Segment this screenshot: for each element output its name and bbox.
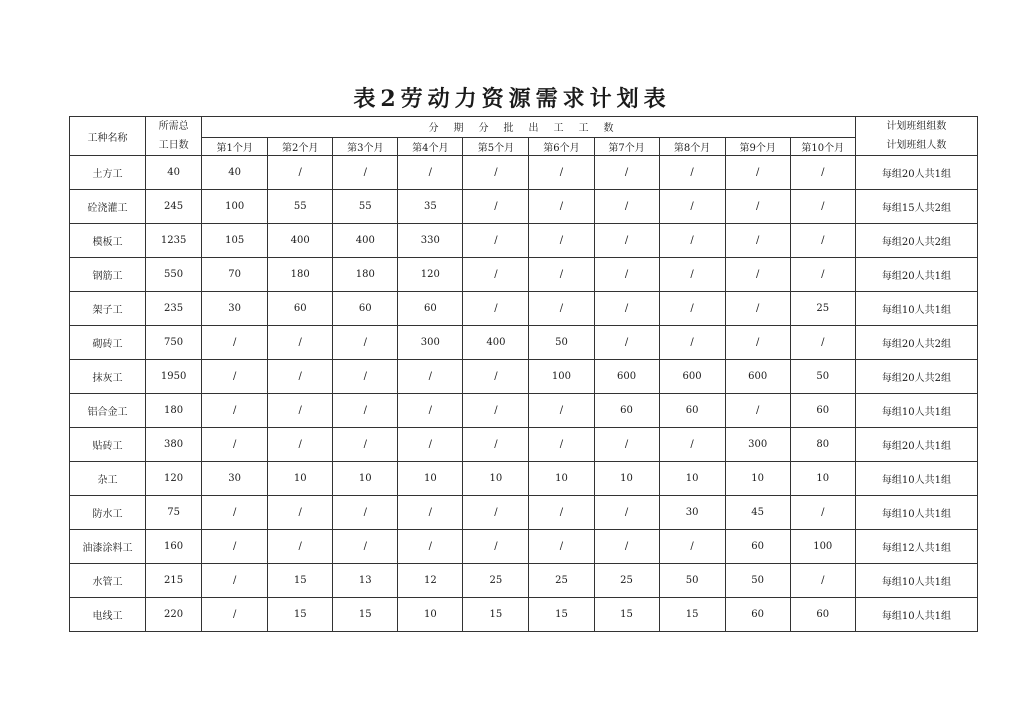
cell-month-8: 60 <box>659 394 725 428</box>
cell-trade: 架子工 <box>70 292 146 326</box>
cell-month-8: / <box>659 326 725 360</box>
cell-total-days: 75 <box>146 496 202 530</box>
cell-month-5: / <box>463 190 529 224</box>
cell-trade: 水管工 <box>70 564 146 598</box>
cell-total-days: 180 <box>146 394 202 428</box>
cell-total-days: 550 <box>146 258 202 292</box>
cell-month-4: / <box>398 428 463 462</box>
header-total-days <box>146 117 202 156</box>
cell-month-1: / <box>202 530 268 564</box>
cell-month-6: / <box>529 292 594 326</box>
cell-month-4: 330 <box>398 224 463 258</box>
cell-month-5: / <box>463 224 529 258</box>
cell-team: 每组10人共1组 <box>855 462 977 496</box>
cell-month-4: 120 <box>398 258 463 292</box>
cell-month-3: / <box>333 530 398 564</box>
cell-total-days: 160 <box>146 530 202 564</box>
cell-month-9: / <box>725 292 790 326</box>
cell-month-9: 50 <box>725 564 790 598</box>
cell-month-8: / <box>659 258 725 292</box>
cell-team: 每组20人共1组 <box>855 258 977 292</box>
cell-month-7: / <box>594 156 659 190</box>
cell-month-1: 40 <box>202 156 268 190</box>
table-row <box>70 428 978 462</box>
cell-total-days: 380 <box>146 428 202 462</box>
table-row <box>70 496 978 530</box>
cell-month-10: / <box>790 496 855 530</box>
cell-month-2: 55 <box>268 190 333 224</box>
cell-month-10: / <box>790 564 855 598</box>
labor-plan-table <box>69 116 978 632</box>
cell-month-4: 10 <box>398 462 463 496</box>
cell-month-7: / <box>594 428 659 462</box>
cell-month-7: 600 <box>594 360 659 394</box>
cell-team: 每组20人共1组 <box>855 428 977 462</box>
cell-month-3: / <box>333 496 398 530</box>
header-total-line2: 工日数 <box>158 140 189 151</box>
cell-month-1: 100 <box>202 190 268 224</box>
cell-month-2: 400 <box>268 224 333 258</box>
cell-month-7: 10 <box>594 462 659 496</box>
cell-month-9: 300 <box>725 428 790 462</box>
cell-month-6: / <box>529 224 594 258</box>
cell-month-10: 100 <box>790 530 855 564</box>
cell-total-days: 245 <box>146 190 202 224</box>
cell-month-4: 60 <box>398 292 463 326</box>
cell-month-9: / <box>725 190 790 224</box>
cell-month-1: 105 <box>202 224 268 258</box>
cell-month-1: / <box>202 564 268 598</box>
cell-month-3: 13 <box>333 564 398 598</box>
cell-month-8: 600 <box>659 360 725 394</box>
cell-month-6: 50 <box>529 326 594 360</box>
cell-month-8: / <box>659 292 725 326</box>
cell-team: 每组20人共2组 <box>855 326 977 360</box>
cell-month-6: / <box>529 190 594 224</box>
cell-month-1: / <box>202 360 268 394</box>
cell-month-4: 35 <box>398 190 463 224</box>
header-row-months <box>70 137 978 155</box>
cell-month-7: / <box>594 530 659 564</box>
cell-trade: 抹灰工 <box>70 360 146 394</box>
cell-month-1: 30 <box>202 292 268 326</box>
cell-month-2: / <box>268 428 333 462</box>
cell-month-8: 50 <box>659 564 725 598</box>
table-row <box>70 564 978 598</box>
cell-month-4: / <box>398 394 463 428</box>
cell-month-7: / <box>594 496 659 530</box>
cell-month-7: / <box>594 326 659 360</box>
table-row <box>70 360 978 394</box>
cell-month-6: / <box>529 530 594 564</box>
cell-month-2: 60 <box>268 292 333 326</box>
cell-month-8: / <box>659 530 725 564</box>
cell-month-10: / <box>790 326 855 360</box>
cell-total-days: 750 <box>146 326 202 360</box>
cell-team: 每组10人共1组 <box>855 496 977 530</box>
cell-month-9: / <box>725 326 790 360</box>
cell-month-6: / <box>529 496 594 530</box>
table-row <box>70 292 978 326</box>
cell-month-1: / <box>202 394 268 428</box>
cell-month-6: 15 <box>529 598 594 632</box>
cell-month-4: 300 <box>398 326 463 360</box>
cell-month-3: / <box>333 394 398 428</box>
header-month-9: 第9个月 <box>725 137 790 155</box>
cell-month-9: 10 <box>725 462 790 496</box>
cell-month-4: / <box>398 156 463 190</box>
cell-month-3: / <box>333 428 398 462</box>
cell-month-8: / <box>659 190 725 224</box>
cell-month-3: 400 <box>333 224 398 258</box>
cell-month-1: / <box>202 598 268 632</box>
cell-month-7: 15 <box>594 598 659 632</box>
cell-team: 每组10人共1组 <box>855 598 977 632</box>
cell-total-days: 1950 <box>146 360 202 394</box>
cell-month-7: 25 <box>594 564 659 598</box>
cell-month-10: 50 <box>790 360 855 394</box>
cell-team: 每组20人共2组 <box>855 224 977 258</box>
cell-trade: 钢筋工 <box>70 258 146 292</box>
cell-total-days: 120 <box>146 462 202 496</box>
cell-month-6: / <box>529 428 594 462</box>
header-month-6: 第6个月 <box>529 137 594 155</box>
cell-team: 每组20人共2组 <box>855 360 977 394</box>
cell-trade: 模板工 <box>70 224 146 258</box>
cell-month-2: 10 <box>268 462 333 496</box>
table-row <box>70 598 978 632</box>
cell-month-1: / <box>202 496 268 530</box>
cell-month-8: / <box>659 156 725 190</box>
cell-trade: 油漆涂料工 <box>70 530 146 564</box>
cell-month-1: 70 <box>202 258 268 292</box>
cell-month-2: 180 <box>268 258 333 292</box>
cell-total-days: 220 <box>146 598 202 632</box>
cell-month-9: 60 <box>725 598 790 632</box>
cell-team: 每组20人共1组 <box>855 156 977 190</box>
cell-month-6: 25 <box>529 564 594 598</box>
cell-month-10: 60 <box>790 598 855 632</box>
cell-month-2: 15 <box>268 598 333 632</box>
cell-month-9: / <box>725 224 790 258</box>
header-month-5: 第5个月 <box>463 137 529 155</box>
cell-month-6: 100 <box>529 360 594 394</box>
cell-month-3: 60 <box>333 292 398 326</box>
table-body <box>70 156 978 632</box>
cell-month-4: / <box>398 530 463 564</box>
cell-month-6: / <box>529 258 594 292</box>
cell-month-2: 15 <box>268 564 333 598</box>
cell-month-9: 60 <box>725 530 790 564</box>
header-month-3: 第3个月 <box>333 137 398 155</box>
table-row <box>70 224 978 258</box>
cell-total-days: 1235 <box>146 224 202 258</box>
cell-team: 每组10人共1组 <box>855 564 977 598</box>
cell-month-1: 30 <box>202 462 268 496</box>
cell-month-5: 10 <box>463 462 529 496</box>
cell-month-10: 10 <box>790 462 855 496</box>
cell-month-5: 15 <box>463 598 529 632</box>
cell-trade: 防水工 <box>70 496 146 530</box>
cell-month-5: / <box>463 496 529 530</box>
header-month-7: 第7个月 <box>594 137 659 155</box>
table-row <box>70 326 978 360</box>
cell-month-4: / <box>398 496 463 530</box>
cell-month-8: / <box>659 224 725 258</box>
cell-team: 每组12人共1组 <box>855 530 977 564</box>
cell-month-2: / <box>268 360 333 394</box>
cell-month-4: / <box>398 360 463 394</box>
cell-month-10: / <box>790 224 855 258</box>
cell-month-9: / <box>725 394 790 428</box>
cell-month-9: 45 <box>725 496 790 530</box>
cell-month-4: 12 <box>398 564 463 598</box>
cell-month-7: / <box>594 292 659 326</box>
cell-month-8: / <box>659 428 725 462</box>
table-row <box>70 394 978 428</box>
cell-month-5: / <box>463 258 529 292</box>
cell-month-8: 30 <box>659 496 725 530</box>
cell-month-3: 55 <box>333 190 398 224</box>
cell-month-7: / <box>594 224 659 258</box>
cell-trade: 铝合金工 <box>70 394 146 428</box>
cell-month-9: / <box>725 258 790 292</box>
cell-month-3: 15 <box>333 598 398 632</box>
cell-month-2: / <box>268 156 333 190</box>
cell-team: 每组10人共1组 <box>855 394 977 428</box>
header-month-2: 第2个月 <box>268 137 333 155</box>
cell-month-8: 10 <box>659 462 725 496</box>
cell-trade: 砌砖工 <box>70 326 146 360</box>
cell-month-10: / <box>790 190 855 224</box>
cell-month-7: / <box>594 190 659 224</box>
cell-month-2: / <box>268 496 333 530</box>
cell-month-7: / <box>594 258 659 292</box>
cell-month-5: / <box>463 360 529 394</box>
cell-month-5: / <box>463 292 529 326</box>
header-row-top <box>70 117 978 138</box>
cell-team: 每组15人共2组 <box>855 190 977 224</box>
cell-month-5: / <box>463 394 529 428</box>
cell-month-1: / <box>202 326 268 360</box>
cell-month-2: / <box>268 530 333 564</box>
cell-month-2: / <box>268 394 333 428</box>
cell-total-days: 215 <box>146 564 202 598</box>
cell-month-3: / <box>333 156 398 190</box>
cell-month-10: 25 <box>790 292 855 326</box>
cell-team: 每组10人共1组 <box>855 292 977 326</box>
cell-month-5: / <box>463 428 529 462</box>
header-total-line1: 所需总 <box>158 121 189 132</box>
cell-month-9: / <box>725 156 790 190</box>
header-month-8: 第8个月 <box>659 137 725 155</box>
header-trade: 工种名称 <box>70 117 146 156</box>
cell-trade: 砼浇灌工 <box>70 190 146 224</box>
cell-month-3: 10 <box>333 462 398 496</box>
cell-month-2: / <box>268 326 333 360</box>
cell-month-5: / <box>463 156 529 190</box>
cell-month-3: 180 <box>333 258 398 292</box>
table-row <box>70 530 978 564</box>
cell-month-6: / <box>529 156 594 190</box>
header-month-4: 第4个月 <box>398 137 463 155</box>
header-periods-group: 分期分批出工工数 <box>202 117 856 138</box>
header-month-1: 第1个月 <box>202 137 268 155</box>
table-row <box>70 190 978 224</box>
cell-month-7: 60 <box>594 394 659 428</box>
cell-total-days: 235 <box>146 292 202 326</box>
cell-month-10: 60 <box>790 394 855 428</box>
header-team <box>855 117 977 156</box>
table-row <box>70 156 978 190</box>
cell-month-5: 25 <box>463 564 529 598</box>
cell-month-9: 600 <box>725 360 790 394</box>
cell-trade: 土方工 <box>70 156 146 190</box>
cell-month-8: 15 <box>659 598 725 632</box>
cell-trade: 电线工 <box>70 598 146 632</box>
header-month-10: 第10个月 <box>790 137 855 155</box>
cell-trade: 贴砖工 <box>70 428 146 462</box>
cell-month-3: / <box>333 326 398 360</box>
cell-month-10: / <box>790 258 855 292</box>
cell-month-10: 80 <box>790 428 855 462</box>
cell-month-5: 400 <box>463 326 529 360</box>
cell-trade: 杂工 <box>70 462 146 496</box>
cell-month-3: / <box>333 360 398 394</box>
cell-month-6: / <box>529 394 594 428</box>
cell-month-4: 10 <box>398 598 463 632</box>
table-row <box>70 258 978 292</box>
cell-month-6: 10 <box>529 462 594 496</box>
header-team-line1: 计划班组组数 <box>886 121 947 132</box>
header-team-line2: 计划班组人数 <box>886 140 947 151</box>
cell-total-days: 40 <box>146 156 202 190</box>
table-row <box>70 462 978 496</box>
cell-month-10: / <box>790 156 855 190</box>
document-title: 表2劳动力资源需求计划表 <box>353 86 671 112</box>
cell-month-1: / <box>202 428 268 462</box>
cell-month-5: / <box>463 530 529 564</box>
